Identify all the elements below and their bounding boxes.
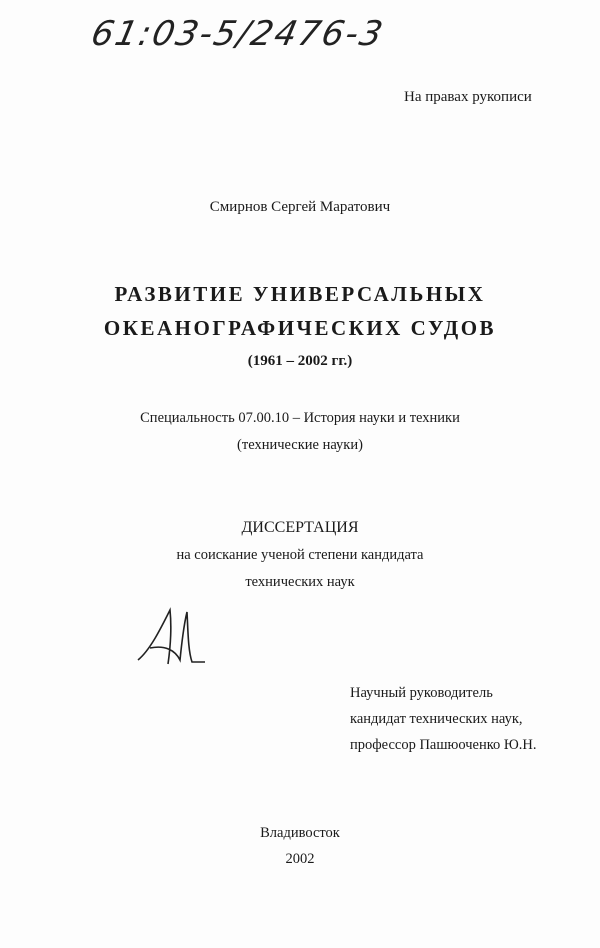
degree-line-2: технических наук (245, 574, 355, 590)
title-line-1: РАЗВИТИЕ УНИВЕРСАЛЬНЫХ (114, 282, 486, 306)
supervisor-line-2: кандидат технических наук, (350, 711, 523, 727)
specialty-line-1: Специальность 07.00.10 – История науки и техники (140, 410, 460, 426)
document-type: ДИССЕРТАЦИЯ (241, 519, 359, 536)
supervisor-line-3: профессор Пашюоченко Ю.Н. (350, 737, 537, 753)
title-line-2: ОКЕАНОГРАФИЧЕСКИХ СУДОВ (103, 316, 497, 340)
year: 2002 (285, 851, 315, 867)
supervisor-line-1: Научный руководитель (350, 685, 493, 701)
specialty-line-2: (технические науки) (237, 437, 363, 453)
archive-number-handwritten: 61:03-5/2476-3 (87, 14, 389, 54)
author-name: Смирнов Сергей Маратович (209, 199, 391, 215)
city: Владивосток (260, 825, 340, 841)
manuscript-rights: На правах рукописи (404, 89, 532, 105)
signature (130, 600, 220, 675)
years: (1961 – 2002 гг.) (247, 353, 353, 369)
degree-line-1: на соискание ученой степени кандидата (176, 547, 424, 563)
